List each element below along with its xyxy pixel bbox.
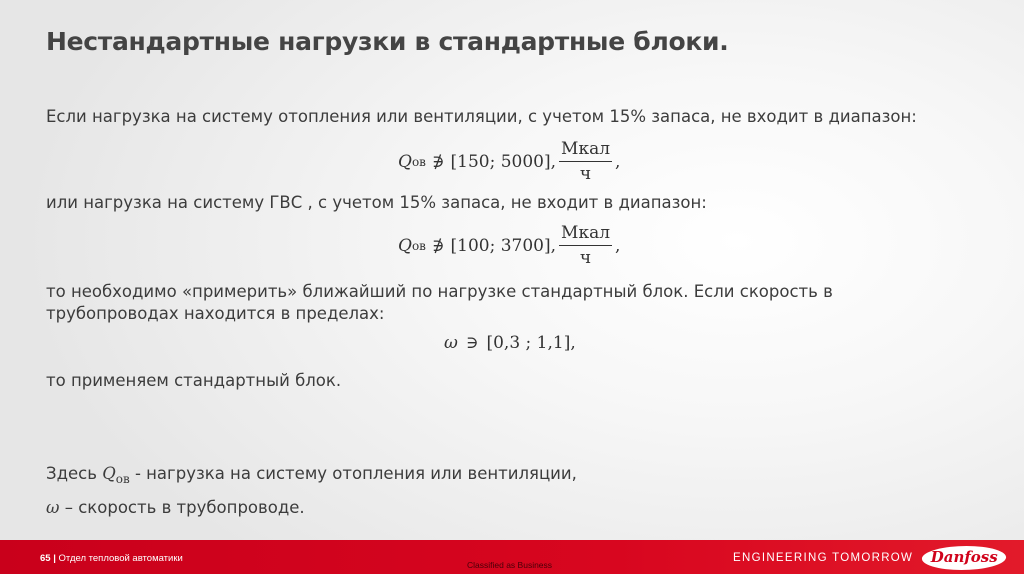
formula-var: Q xyxy=(398,151,412,172)
classification-label: Classified as Business xyxy=(467,560,553,570)
footer-separator: | xyxy=(53,553,56,564)
department-name: Отдел тепловой автоматики xyxy=(58,553,183,564)
definition-prefix: Здесь xyxy=(46,464,97,483)
definition-velocity xyxy=(46,497,305,519)
formula-tail: , xyxy=(615,151,621,172)
definition-load xyxy=(46,463,577,490)
danfoss-logo xyxy=(919,546,1008,570)
formula-velocity-range xyxy=(444,333,576,353)
formula-operator: ∌ xyxy=(431,151,445,172)
paragraph-nearest-block-line2: трубопроводах находится в пределах: xyxy=(46,304,385,323)
paragraph-nearest-block-line1: то необходимо «примерить» ближайший по нагрузке стандартный блок. Если скорость в xyxy=(46,282,833,301)
slogan: ENGINEERING TOMORROW xyxy=(733,552,914,564)
definition-text: - нагрузка на систему отопления или вентиляции, xyxy=(129,464,577,483)
definition-text: – скорость в трубопроводе. xyxy=(59,498,305,517)
formula-sub: ов xyxy=(411,154,426,169)
slide-title: Нестандартные нагрузки в стандартные блоки. xyxy=(46,27,729,56)
formula-range: [100; 3700], xyxy=(450,235,557,256)
definition-var: ω xyxy=(46,498,60,517)
paragraph-heating-condition: Если нагрузка на систему отопления или вентиляции, с учетом 15% запаса, не входит в диапазон: xyxy=(46,107,917,126)
formula-hot-water-range xyxy=(398,223,620,268)
definition-var: Q xyxy=(102,464,116,483)
formula-operator: ∋ xyxy=(465,333,479,353)
paragraph-hot-water-condition: или нагрузка на систему ГВС , с учетом 15% запаса, не входит в диапазон: xyxy=(46,193,707,212)
footer-department xyxy=(40,553,183,564)
formula-tail: , xyxy=(615,235,621,256)
logo-text: Danfoss xyxy=(930,548,998,566)
definition-sub: ов xyxy=(115,472,130,486)
formula-sub: ов xyxy=(411,238,426,253)
fraction-denominator: ч xyxy=(579,164,592,184)
fraction-numerator: Мкал xyxy=(559,139,612,162)
fraction-numerator: Мкал xyxy=(559,223,612,246)
formula-unit-fraction xyxy=(559,139,612,184)
footer-bar xyxy=(0,540,1024,574)
formula-unit-fraction xyxy=(559,223,612,268)
formula-var: ω xyxy=(444,333,458,353)
fraction-denominator: ч xyxy=(579,248,592,268)
formula-range: [150; 5000], xyxy=(450,151,557,172)
formula-operator: ∌ xyxy=(431,235,445,256)
formula-range: [0,3 ; 1,1], xyxy=(486,333,576,353)
page-number: 65 xyxy=(40,553,51,564)
formula-heating-range xyxy=(398,139,620,184)
formula-var: Q xyxy=(398,235,412,256)
paragraph-apply-standard: то применяем стандартный блок. xyxy=(46,371,342,390)
